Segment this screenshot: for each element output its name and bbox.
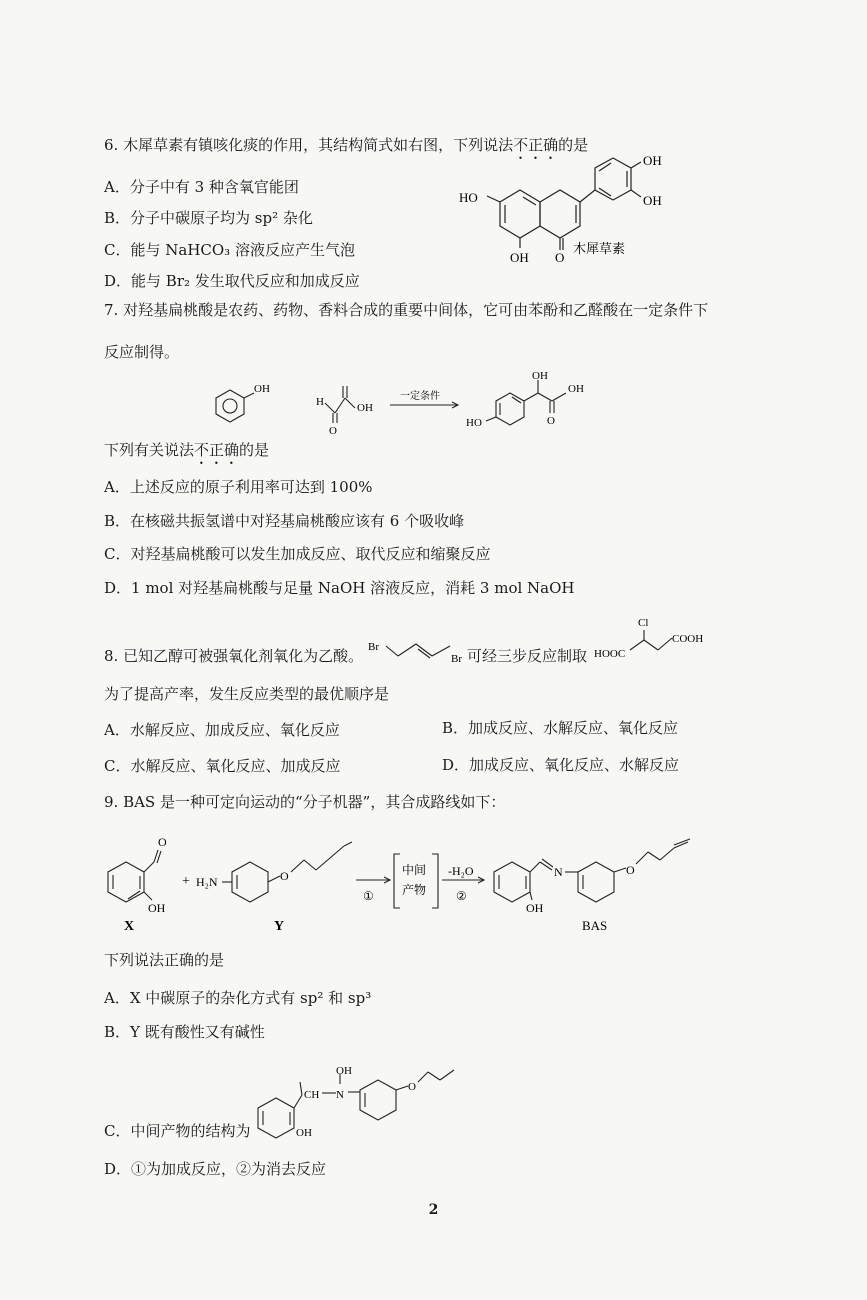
- step1-label: ①: [363, 889, 374, 903]
- reaction-condition: 一定条件: [400, 391, 440, 402]
- q8-option-a: A．水解反应、加成反应、氧化反应: [104, 721, 340, 739]
- q8-stem-part2: 可经三步反应制取: [467, 647, 588, 665]
- glyoxylic-h: H: [316, 396, 324, 408]
- intermediate-ether-o: O: [408, 1081, 416, 1093]
- intermediate-n-oh: OH: [336, 1065, 352, 1077]
- q8-stem-line2: 为了提高产率，发生反应类型的最优顺序是: [104, 685, 390, 703]
- q7-option-c: C．对羟基扁桃酸可以发生加成反应、取代反应和缩聚反应: [104, 545, 491, 563]
- y-ether-o: O: [280, 869, 289, 883]
- intermediate-structure: [250, 1060, 500, 1140]
- q6-stem-text: 6. 木犀草素有镇咳化痰的作用，其结构简式如右图，下列说法: [104, 136, 514, 154]
- q7-stem-line2: 反应制得。: [104, 343, 180, 361]
- minus-water: -H₂O: [448, 864, 474, 878]
- intermediate-oh: OH: [296, 1127, 312, 1139]
- luteolin-oh-1: OH: [643, 153, 662, 168]
- q6-stem-end: 的是: [558, 136, 589, 154]
- br-left: Br: [368, 641, 379, 653]
- x-oh: OH: [148, 901, 166, 915]
- glyoxylic-o: O: [329, 425, 337, 437]
- q9-option-d: D．①为加成反应，②为消去反应: [104, 1160, 327, 1178]
- q7-reaction-scheme: [200, 368, 620, 438]
- q7-question-end: 的是: [239, 441, 270, 459]
- luteolin-carbonyl-o: O: [555, 250, 565, 265]
- phenol-oh: OH: [254, 383, 270, 395]
- hooc-label: HOOC: [594, 648, 626, 660]
- product-o: O: [547, 415, 555, 427]
- x-label: X: [124, 919, 135, 934]
- cooh-label: COOH: [672, 633, 704, 645]
- br-right: Br: [451, 653, 462, 665]
- luteolin-structure: [445, 150, 675, 270]
- glyoxylic-oh: OH: [357, 402, 373, 414]
- bas-nitrogen: N: [554, 865, 563, 879]
- q9-question: 下列说法正确的是: [104, 951, 225, 969]
- q6-option-b: B．分子中碳原子均为 sp² 杂化: [104, 209, 313, 227]
- q7-question: [104, 440, 269, 468]
- product-ho: HO: [466, 417, 482, 429]
- q7-option-b: B．在核磁共振氢谱中对羟基扁桃酸应该有 6 个吸收峰: [104, 512, 465, 530]
- luteolin-oh-3: OH: [510, 250, 529, 265]
- product-acid-oh: OH: [568, 383, 584, 395]
- plus-sign: +: [182, 874, 190, 889]
- q6-option-d: D．能与 Br₂ 发生取代反应和加成反应: [104, 272, 360, 290]
- luteolin-oh-2: OH: [643, 193, 662, 208]
- q6-option-a: A．分子中有 3 种含氧官能团: [104, 178, 299, 196]
- product-oh: OH: [532, 370, 548, 382]
- q8-option-b: B．加成反应、水解反应、氧化反应: [442, 719, 679, 737]
- q9-synthesis-route: [100, 832, 720, 942]
- y-h2n: H₂N: [196, 875, 218, 889]
- intermediate-nitrogen: N: [336, 1089, 344, 1101]
- q8-option-c: C．水解反应、氧化反应、加成反应: [104, 757, 341, 775]
- chlorine-label: Cl: [638, 617, 649, 629]
- q6-option-c: C．能与 NaHCO₃ 溶液反应产生气泡: [104, 241, 355, 259]
- intermediate-line2: 产物: [402, 883, 427, 897]
- q9-option-b: B．Y 既有酸性又有碱性: [104, 1023, 265, 1041]
- bas-ether-o: O: [626, 863, 635, 877]
- bas-label: BAS: [582, 918, 608, 933]
- q6-stem-emphasis: 不正确: [513, 136, 559, 154]
- dibromobutene-structure: [368, 628, 470, 668]
- intermediate-line1: 中间: [402, 863, 427, 877]
- q9-option-a: A．X 中碳原子的杂化方式有 sp² 和 sp³: [104, 989, 372, 1007]
- intermediate-ch: CH: [304, 1089, 320, 1101]
- q8-stem-part1: 8. 已知乙醇可被强氧化剂氧化为乙酸。: [104, 647, 364, 665]
- q7-option-d: D．1 mol 对羟基扁桃酸与足量 NaOH 溶液反应，消耗 3 mol NaOH: [104, 579, 575, 597]
- y-label: Y: [274, 919, 285, 934]
- luteolin-name: 木犀草素: [573, 241, 626, 256]
- luteolin-ho: HO: [459, 190, 478, 205]
- chlorosuccinic-acid-structure: [594, 610, 714, 665]
- q9-stem: 9. BAS 是一种可定向运动的“分子机器”，其合成路线如下：: [104, 793, 506, 811]
- step2-label: ②: [456, 889, 467, 903]
- q7-question-text: 下列有关说法: [104, 441, 195, 459]
- bas-oh: OH: [526, 901, 544, 915]
- q7-stem-line1: 7. 对羟基扁桃酸是农药、药物、香料合成的重要中间体，它可由苯酚和乙醛酸在一定条件下: [104, 301, 709, 319]
- q9-option-c: C．中间产物的结构为: [104, 1122, 251, 1140]
- q7-question-emphasis: 不正确: [194, 441, 240, 459]
- q8-option-d: D．加成反应、氧化反应、水解反应: [442, 756, 680, 774]
- page-number: 2: [428, 1202, 439, 1218]
- q7-option-a: A．上述反应的原子利用率可达到 100%: [104, 478, 373, 496]
- x-aldehyde-o: O: [158, 835, 167, 849]
